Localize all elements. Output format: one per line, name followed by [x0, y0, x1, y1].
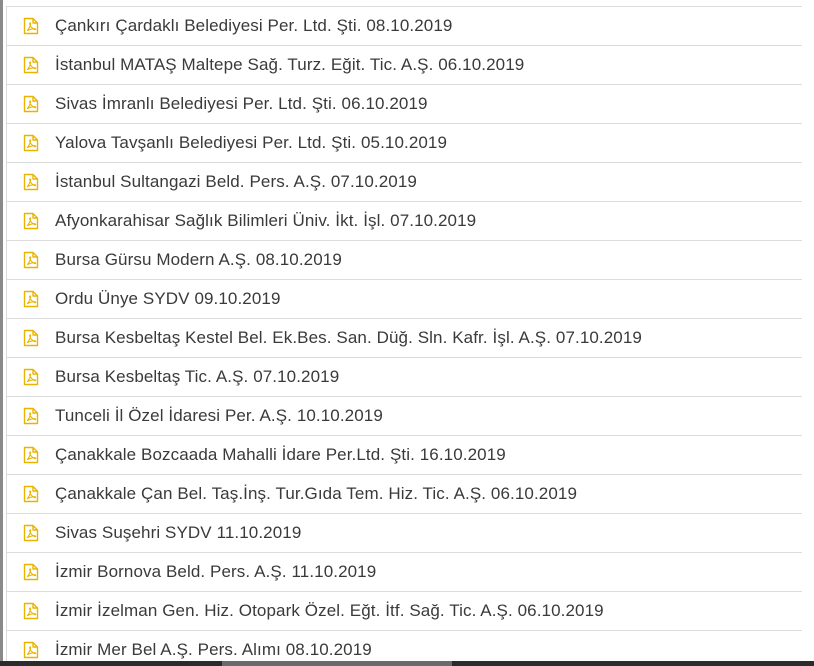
- list-item[interactable]: [7, 553, 803, 592]
- pdf-file-icon: [23, 563, 39, 581]
- vertical-scrollbar[interactable]: [802, 0, 814, 666]
- pdf-file-icon: [23, 407, 39, 425]
- document-link[interactable]: İzmir Mer Bel A.Ş. Pers. Alımı 08.10.2019: [55, 640, 372, 659]
- document-link[interactable]: Bursa Kesbeltaş Kestel Bel. Ek.Bes. San. Düğ. Sln. Kafr. İşl. A.Ş. 07.10.2019: [55, 328, 642, 347]
- document-link[interactable]: Tunceli İl Özel İdaresi Per. A.Ş. 10.10.2019: [55, 406, 383, 425]
- pdf-file-icon: [23, 95, 39, 113]
- pdf-file-icon: [23, 368, 39, 386]
- pdf-file-icon: [23, 251, 39, 269]
- document-link[interactable]: Çankırı Çardaklı Belediyesi Per. Ltd. Şti. 08.10.2019: [55, 16, 453, 35]
- list-item[interactable]: [7, 241, 803, 280]
- list-item[interactable]: [7, 124, 803, 163]
- list-item[interactable]: [7, 514, 803, 553]
- pdf-file-icon: [23, 290, 39, 308]
- document-link[interactable]: Sivas Suşehri SYDV 11.10.2019: [55, 523, 302, 542]
- list-item[interactable]: [7, 358, 803, 397]
- document-link[interactable]: İzmir Bornova Beld. Pers. A.Ş. 11.10.2019: [55, 562, 377, 581]
- pdf-file-icon: [23, 134, 39, 152]
- pdf-file-icon: [23, 173, 39, 191]
- document-link[interactable]: Sivas İmranlı Belediyesi Per. Ltd. Şti. 06.10.2019: [55, 94, 428, 113]
- window-left-border: [0, 0, 3, 666]
- pdf-file-icon: [23, 446, 39, 464]
- pdf-file-icon: [23, 329, 39, 347]
- pdf-file-icon: [23, 485, 39, 503]
- document-link[interactable]: İstanbul MATAŞ Maltepe Sağ. Turz. Eğit. Tic. A.Ş. 06.10.2019: [55, 55, 525, 74]
- document-link[interactable]: Bursa Kesbeltaş Tic. A.Ş. 07.10.2019: [55, 367, 340, 386]
- list-item[interactable]: [7, 592, 803, 631]
- document-link[interactable]: Ordu Ünye SYDV 09.10.2019: [55, 289, 281, 308]
- list-item[interactable]: [7, 85, 803, 124]
- document-link[interactable]: İstanbul Sultangazi Beld. Pers. A.Ş. 07.10.2019: [55, 172, 417, 191]
- list-item[interactable]: [7, 475, 803, 514]
- document-link[interactable]: Çanakkale Çan Bel. Taş.İnş. Tur.Gıda Tem. Hiz. Tic. A.Ş. 06.10.2019: [55, 484, 578, 503]
- document-link[interactable]: Afyonkarahisar Sağlık Bilimleri Üniv. İkt. İşl. 07.10.2019: [55, 211, 477, 230]
- pdf-file-icon: [23, 524, 39, 542]
- document-link[interactable]: İzmir İzelman Gen. Hiz. Otopark Özel. Eğt. İtf. Sağ. Tic. A.Ş. 06.10.2019: [55, 601, 604, 620]
- pdf-file-icon: [23, 212, 39, 230]
- list-item[interactable]: [7, 163, 803, 202]
- pdf-file-icon: [23, 602, 39, 620]
- list-item[interactable]: [7, 436, 803, 475]
- list-item[interactable]: [7, 202, 803, 241]
- horizontal-scrollbar[interactable]: [0, 661, 814, 666]
- scrollbar-thumb[interactable]: [222, 661, 452, 666]
- list-item[interactable]: [7, 319, 803, 358]
- document-link[interactable]: Yalova Tavşanlı Belediyesi Per. Ltd. Şti. 05.10.2019: [55, 133, 448, 152]
- pdf-file-icon: [23, 56, 39, 74]
- pdf-file-icon: [23, 17, 39, 35]
- list-item[interactable]: [7, 7, 803, 46]
- list-item[interactable]: [7, 280, 803, 319]
- pdf-file-icon: [23, 641, 39, 659]
- list-item[interactable]: [7, 46, 803, 85]
- document-link[interactable]: Çanakkale Bozcaada Mahalli İdare Per.Ltd. Şti. 16.10.2019: [55, 445, 506, 464]
- list-item[interactable]: [7, 397, 803, 436]
- document-link[interactable]: Bursa Gürsu Modern A.Ş. 08.10.2019: [55, 250, 342, 269]
- pdf-document-list: [6, 6, 804, 666]
